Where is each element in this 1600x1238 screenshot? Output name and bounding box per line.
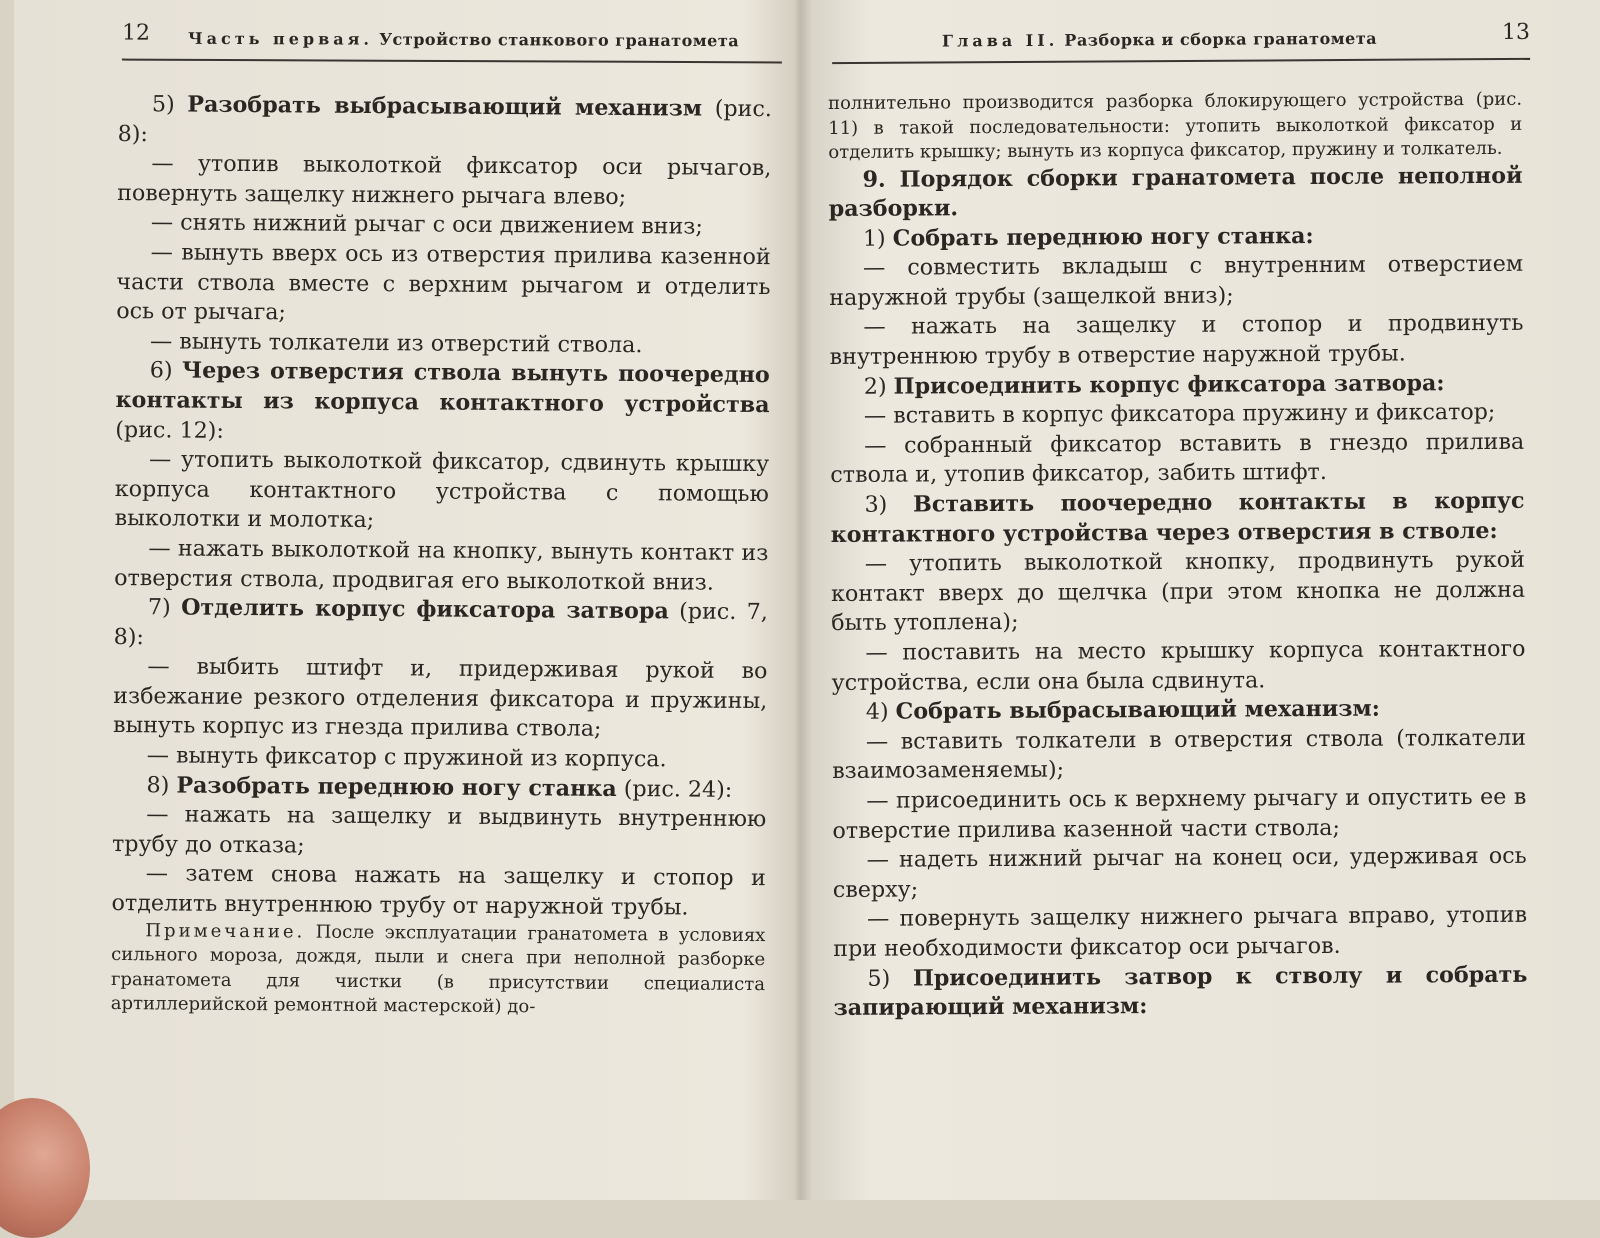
right-header-prefix: Глава II. [941,30,1059,51]
instruction-line: — повернуть защелку нижнего рычага вправо, утопив при необходимости фиксатор оси рычагов. [833,902,1528,962]
instruction-line: — нажать на защелку и выдвинуть внутреннюю трубу до отказа; [111,801,767,859]
step-title: Собрать переднюю ногу станка: [892,222,1314,252]
right-page-number: 13 [1501,19,1531,46]
left-page-number: 12 [121,20,151,46]
step-paragraph [114,593,768,657]
figure-reference: (рис. 8): [117,95,772,147]
section-heading: 9. Порядок сборки гранатомета после неполной разборки. [828,162,1523,223]
step-title: Вставить поочередно контакты в корпус контактного устройства через отверстия в стволе: [830,487,1525,548]
step-title: Присоединить затвор к стволу и собрать запирающий механизм: [833,961,1528,1022]
figure-reference: (рис. 24): [623,775,733,803]
instruction-line: — утопить выколоткой фиксатор, сдвинуть крышку корпуса контактного устройства с помощью выколотки и молотка; [114,446,770,534]
step-paragraph [118,90,772,154]
instruction-line: — вставить толкатели в отверстия ствола (толкатели взаимозаменяемы); [832,724,1527,785]
step-number: 3) [864,491,888,518]
figure-reference: (рис. 7, 8): [113,598,769,650]
right-running-header [832,18,1530,62]
left-header-prefix: Часть первая. [187,28,374,49]
step-title: Через отверстия ствола вынуть поочередно контакты из корпуса контактного устройства [115,357,770,419]
step-number: 8) [146,771,170,799]
step-title: Отделить корпус фиксатора затвора [181,594,669,625]
instruction-line: — нажать на защелку и стопор и продвинуть внутреннюю трубу в отверстие наружной трубы. [829,310,1524,371]
right-page [804,0,1600,1200]
left-page [14,0,794,1200]
header-rule [832,58,1530,64]
step-title: Разобрать выбрасывающий механизм [187,91,703,122]
instruction-line: — собранный фиксатор вставить в гнездо прилива ствола и, утопив фиксатор, забить штифт. [830,428,1525,489]
note-label: Примечание. [145,919,306,943]
step-paragraph [832,694,1526,728]
instruction-line: — поставить на место крышку корпуса контактного устройства, если она была сдвинута. [831,635,1526,696]
step-title: Присоединить корпус фиксатора затвора: [893,369,1445,400]
step-paragraph [115,356,770,450]
instruction-line: — вынуть толкатели из отверстий ствола. [149,328,643,358]
instruction-line: — утопив выколоткой фиксатор оси рычагов, повернуть защелку нижнего рычага влево; [117,150,772,210]
instruction-line: — надеть нижний рычаг на конец оси, удерживая ось сверху; [832,842,1527,903]
instruction-line: — снять нижний рычаг с оси движением вниз; [150,209,703,240]
instruction-line: — совместить вкладыш с внутренним отверстием наружной трубы (защелкой вниз); [829,251,1524,311]
step-number: 5) [151,91,175,118]
instruction-line: — выбить штифт и, придерживая рукой во избежание резкого отделения фиксатора и пружины, вынуть корпус из гнезда прилива ствола; [112,653,768,743]
step-number: 5) [867,965,891,992]
right-text-column [828,88,1528,1024]
left-running-header [122,19,782,62]
left-header-title: Устройство станкового гранатомета [379,29,740,51]
step-number: 7) [147,594,171,621]
step-number: 1) [862,225,886,252]
note-text: После эксплуатации гранатомета в условиях сильного мороза, дождя, пыли и снега при неполной разборке гранатомета для чистки (в присутствии специалиста артиллерийской ремонтной мастерской) до- [110,921,766,1018]
step-paragraph [833,960,1527,1023]
step-paragraph [830,487,1524,550]
instruction-line: — нажать выколоткой на кнопку, вынуть контакт из отверстия ствола, продвигая его выколоткой вниз. [114,535,769,596]
instruction-line: — вставить в корпус фиксатора пружину и фиксатор; [863,399,1496,430]
right-header-title: Разборка и сборка гранатомета [1064,28,1378,50]
note-paragraph [111,919,766,1022]
step-title: Собрать выбрасывающий механизм: [895,695,1380,725]
header-rule [122,59,782,64]
open-book [14,0,1600,1200]
instruction-line: — вынуть вверх ось из отверстия прилива казенной части ствола вместе с верхним рычагом и отделить ось от рычага; [116,239,771,326]
instruction-line: — вынуть фиксатор с пружиной из корпуса. [146,742,667,773]
instruction-line: — присоединить ось к верхнему рычагу и опустить ее в отверстие прилива казенной части ствола; [832,783,1527,844]
step-number: 4) [865,698,889,725]
step-number: 6) [149,357,173,384]
step-title: Разобрать переднюю ногу станка [176,772,617,802]
left-text-column [111,90,772,1022]
figure-reference: (рис. 12): [115,416,224,444]
step-paragraph [829,220,1523,254]
step-paragraph [830,368,1524,402]
step-number: 2) [863,373,887,400]
instruction-line: — затем снова нажать на защелку и стопор и отделить внутреннюю трубу от наружной трубы. [111,860,766,921]
instruction-line: — утопить выколоткой кнопку, продвинуть рукой контакт вверх до щелчка (при этом кнопка не должна быть утоплена); [830,546,1526,637]
continuation-paragraph: полнительно производится разборка блокирующего устройства (рис. 11) в такой последовательности: утопить выколоткой фиксатор и отделить крышку; вынуть из корпуса фиксатор, пружину и толкатель. [828,88,1523,163]
